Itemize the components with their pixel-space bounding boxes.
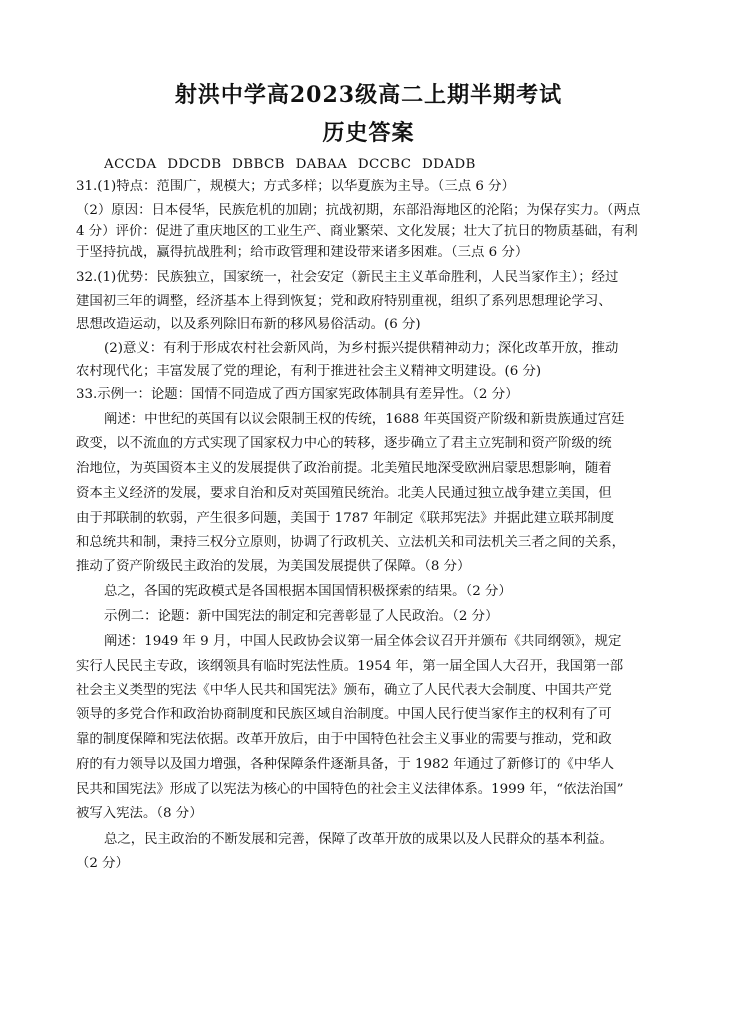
q33-line: 总之，各国的宪政模式是各国根据本国国情积极探索的结果。（2 分）: [104, 584, 512, 599]
q31-line: 于坚持抗战，赢得抗战胜利；给市政管理和建设带来诸多困难。（三点 6 分）: [76, 245, 529, 260]
q33-line: 阐述：中世纪的英国有以议会限制王权的传统，1688 年英国资产阶级和新贵族通过宫廷: [104, 412, 625, 427]
q33-line: 实行人民民主专政，该纲领具有临时宪法性质。1954 年，第一届全国人大召开，我国第一部: [76, 659, 624, 674]
q32-line: (2)意义：有利于形成农村社会新风尚，为乡村振兴提供精神动力；深化改革开放，推动: [104, 341, 619, 356]
q33-line: 阐述：1949 年 9 月，中国人民政协会议第一届全体会议召开并颁布《共同纲领》，规定: [104, 634, 622, 649]
q33-line: （2 分）: [76, 856, 129, 871]
exam-title: 射洪中学高2023级高二上期半期考试: [174, 82, 563, 108]
q33-line: 33.示例一：论题：国情不同造成了西方国家宪政体制具有差异性。（2 分）: [76, 387, 519, 402]
q32-line: 32.(1)优势：民族独立，国家统一，社会安定（新民主主义革命胜利，人民当家作主）；经过: [76, 270, 619, 285]
q31-line: 31.(1)特点：范围广，规模大；方式多样；以华夏族为主导。（三点 6 分）: [76, 179, 515, 194]
document-subtitle: 历史答案: [322, 120, 415, 146]
q31-line: （2）原因：日本侵华，民族危机的加剧；抗战初期，东部沿海地区的沦陷；为保存实力。（两点: [76, 203, 641, 218]
q33-line: 和总统共和制，秉持三权分立原则，协调了行政机关、立法机关和司法机关三者之间的关系，: [76, 535, 626, 550]
q33-line: 民共和国宪法》形成了以宪法为核心的中国特色的社会主义法律体系。1999 年，“依法治国”: [76, 782, 624, 797]
q33-line: 总之，民主政治的不断发展和完善，保障了改革开放的成果以及人民群众的基本利益。: [104, 832, 613, 847]
q33-line: 靠的制度保障和宪法依据。改革开放后，由于中国特色社会主义事业的需要与推动，党和政: [76, 732, 612, 747]
q31-line: 4 分）评价：促进了重庆地区的工业生产、商业繁荣、文化发展；壮大了抗日的物质基础，有利: [76, 224, 638, 239]
q33-line: 社会主义类型的宪法《中华人民共和国宪法》颁布，确立了人民代表大会制度、中国共产党: [76, 683, 612, 698]
q32-line: 建国初三年的调整，经济基本上得到恢复；党和政府特别重视，组织了系列思想理论学习、: [76, 294, 612, 309]
q33-line: 示例二：论题：新中国宪法的制定和完善彰显了人民政治。（2 分）: [104, 609, 499, 624]
q32-line: 农村现代化；丰富发展了党的理论，有利于推进社会主义精神文明建设。(6 分): [76, 364, 542, 379]
q33-line: 领导的多党合作和政治协商制度和民族区域自治制度。中国人民行使当家作主的权利有了可: [76, 707, 612, 722]
q33-line: 由于邦联制的软弱，产生很多问题，美国于 1787 年制定《联邦宪法》并据此建立联邦制度: [76, 511, 615, 526]
q33-line: 政变，以不流血的方式实现了国家权力中心的转移，逐步确立了君主立宪制和资产阶级的统: [76, 436, 612, 451]
choice-answer-keys: ACCDA DDCDB DBBCB DABAA DCCBC DDADB: [104, 157, 476, 172]
q32-line: 思想改造运动，以及系列除旧布新的移风易俗活动。(6 分): [76, 317, 421, 332]
q33-line: 被写入宪法。（8 分）: [76, 806, 203, 821]
q33-line: 资本主义经济的发展，要求自治和反对英国殖民统治。北美人民通过独立战争建立美国，但: [76, 486, 612, 501]
q33-line: 治地位，为英国资本主义的发展提供了政治前提。北美殖民地深受欧洲启蒙思想影响，随着: [76, 461, 612, 476]
q33-line: 府的有力领导以及国力增强，各种保障条件逐渐具备，于 1982 年通过了新修订的《中华人: [76, 757, 615, 772]
q33-line: 推动了资产阶级民主政治的发展，为美国发展提供了保障。（8 分）: [76, 559, 471, 574]
